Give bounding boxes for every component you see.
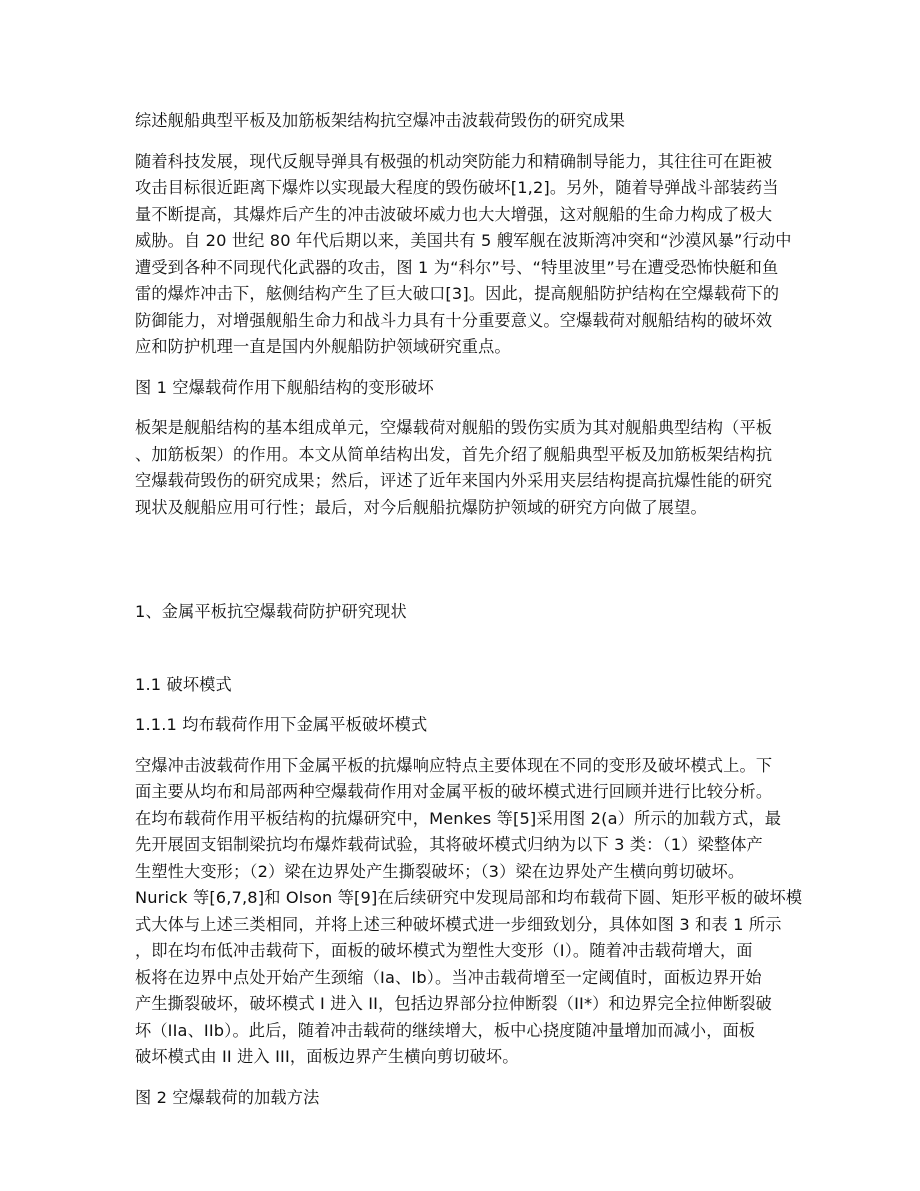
heading-text: 1.1.1 均布载荷作用下金属平板破坏模式 bbox=[135, 715, 428, 734]
spacer bbox=[135, 401, 795, 415]
section-1-1-1-paragraph bbox=[135, 753, 803, 1071]
caption-text: 图 1 空爆载荷作用下舰船结构的变形破坏 bbox=[135, 377, 434, 397]
paragraph-line: 破坏模式由 II 进入 III，面板边界产生横向剪切破坏。 bbox=[135, 1047, 519, 1066]
figure-2-caption bbox=[135, 1085, 795, 1112]
document-page bbox=[135, 108, 803, 1111]
spacer bbox=[135, 521, 795, 599]
paragraph-line: 坏（IIa、IIb）。此后，随着冲击载荷的继续增大，板中心挠度随冲量增加而减小，面板 bbox=[135, 1020, 756, 1040]
spacer bbox=[135, 698, 795, 712]
paragraph-line: 板架是舰船结构的基本组成单元，空爆载荷对舰船的毁伤实质为其对舰船典型结构（平板 bbox=[135, 418, 773, 437]
paragraph-line: 随着科技发展，现代反舰导弹具有极强的机动突防能力和精确制导能力，其往往可在距被 bbox=[135, 151, 773, 171]
spacer bbox=[135, 135, 795, 149]
paragraph-line: ，即在均布低冲击载荷下，面板的破坏模式为塑性大变形（I）。随着冲击载荷增大，面 bbox=[135, 941, 753, 960]
paragraph-line: 量不断提高，其爆炸后产生的冲击波破坏威力也大大增强，这对舰船的生命力构成了极大 bbox=[135, 204, 773, 224]
title-text: 综述舰船典型平板及加筋板架结构抗空爆冲击波载荷毁伤的研究成果 bbox=[135, 111, 626, 130]
section-1-1-1-heading bbox=[135, 712, 795, 739]
paragraph-line: 现状及舰船应用可行性；最后，对今后舰船抗爆防护领域的研究方向做了展望。 bbox=[135, 497, 707, 517]
paragraph-line: 产生撕裂破坏，破坏模式 I 进入 II，包括边界部分拉伸断裂（II*）和边界完全拉伸断裂破 bbox=[135, 994, 772, 1013]
paragraph-line: 遭受到各种不同现代化武器的攻击，图 1 为“科尔”号、“特里波里”号在遭受恐怖快艇和鱼 bbox=[135, 257, 779, 277]
caption-text: 图 2 空爆载荷的加载方法 bbox=[135, 1087, 320, 1107]
spacer bbox=[135, 739, 795, 753]
section-1-1-heading bbox=[135, 672, 795, 699]
document-title bbox=[135, 108, 795, 135]
heading-text: 1、金属平板抗空爆载荷防护研究现状 bbox=[135, 602, 407, 621]
spacer bbox=[135, 1071, 795, 1085]
paragraph-line: 生塑性大变形；（2）梁在边界处产生撕裂破坏；（3）梁在边界处产生横向剪切破坏。 bbox=[135, 861, 745, 881]
section-1-heading bbox=[135, 599, 795, 626]
paragraph-line: 在均布载荷作用平板结构的抗爆研究中，Menkes 等[5]采用图 2(a）所示的加载方式，最 bbox=[135, 808, 782, 828]
spacer bbox=[135, 361, 795, 375]
paragraph-line: 式大体与上述三类相同，并将上述三种破坏模式进一步细致划分，具体如图 3 和表 1 所示 bbox=[135, 914, 782, 934]
paragraph-line: 面主要从均布和局部两种空爆载荷作用对金属平板的破坏模式进行回顾并进行比较分析。 bbox=[135, 782, 773, 801]
paragraph-line: 威胁。自 20 世纪 80 年代后期以来，美国共有 5 艘军舰在波斯湾冲突和“沙漠风暴”行动中 bbox=[135, 231, 792, 250]
paragraph-line: 先开展固支铝制梁抗均布爆炸载荷试验，其将破坏模式归纳为以下 3 类：（1）梁整体产 bbox=[135, 835, 763, 854]
paragraph-line: 防御能力，对增强舰船生命力和战斗力具有十分重要意义。空爆载荷对舰船结构的破坏效 bbox=[135, 310, 773, 330]
paragraph-line: Nurick 等[6,7,8]和 Olson 等[9]在后续研究中发现局部和均布载荷下圆、矩形平板的破坏模 bbox=[135, 888, 803, 907]
spacer bbox=[135, 626, 795, 672]
paragraph-line: 空爆冲击波载荷作用下金属平板的抗爆响应特点主要体现在不同的变形及破坏模式上。下 bbox=[135, 755, 773, 775]
paragraph-line: 、加筋板架）的作用。本文从简单结构出发，首先介绍了舰船典型平板及加筋板架结构抗 bbox=[135, 444, 773, 464]
paragraph-line: 攻击目标很近距离下爆炸以实现最大程度的毁伤破坏[1,2]。另外，随着导弹战斗部装药当 bbox=[135, 178, 779, 197]
paragraph-line: 板将在边界中点处开始产生颈缩（Ia、Ib）。当冲击载荷增至一定阈值时，面板边界开始 bbox=[135, 967, 762, 987]
paragraph-line: 应和防护机理一直是国内外舰船防护领域研究重点。 bbox=[135, 337, 511, 356]
paragraph-line: 空爆载荷毁伤的研究成果；然后，评述了近年来国内外采用夹层结构提高抗爆性能的研究 bbox=[135, 471, 773, 490]
paragraph-line: 雷的爆炸冲击下，舷侧结构产生了巨大破口[3]。因此，提高舰船防护结构在空爆载荷下的 bbox=[135, 284, 780, 303]
figure-1-caption bbox=[135, 375, 795, 402]
heading-text: 1.1 破坏模式 bbox=[135, 674, 232, 694]
overview-paragraph bbox=[135, 415, 795, 521]
intro-paragraph bbox=[135, 149, 795, 361]
